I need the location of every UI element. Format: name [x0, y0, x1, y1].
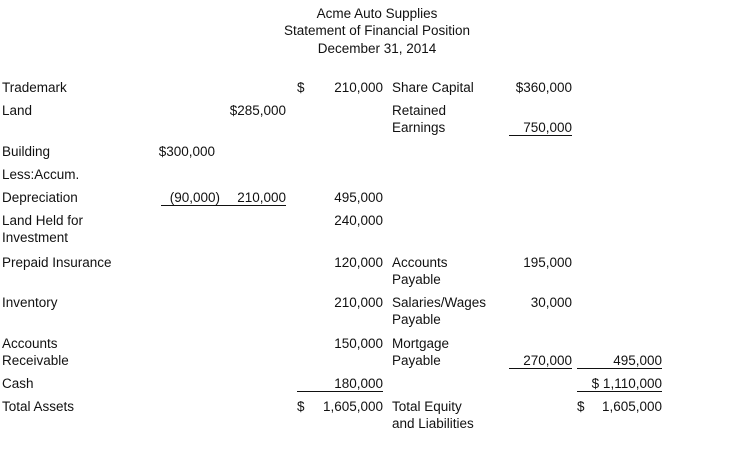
- mortgage-payable-underline: [509, 368, 572, 369]
- prepaid-insurance-label: Prepaid Insurance: [2, 255, 112, 270]
- accounts-payable-label-line2: Payable: [392, 272, 441, 287]
- mortgage-payable-label-line2: Payable: [392, 353, 441, 368]
- less-accum-label: Less:Accum.: [2, 167, 80, 182]
- inventory-amount: 210,000: [334, 295, 383, 310]
- salaries-payable-label-line1: Salaries/Wages: [392, 295, 487, 310]
- prepaid-insurance-amount: 120,000: [334, 255, 383, 270]
- trademark-label: Trademark: [2, 80, 67, 95]
- share-capital-label: Share Capital: [392, 80, 474, 95]
- mortgage-payable-amount: 270,000: [523, 353, 572, 368]
- total-column-underline: [577, 391, 662, 392]
- cash-label: Cash: [2, 376, 34, 391]
- inventory-label: Inventory: [2, 295, 58, 310]
- accounts-receivable-amount: 150,000: [334, 336, 383, 351]
- cash-underline: [297, 391, 383, 392]
- total-equity-liabilities-label-line2: and Liabilities: [392, 416, 474, 431]
- accumulated-depreciation-amount: (90,000): [169, 190, 220, 205]
- accounts-payable-amount: 195,000: [523, 255, 572, 270]
- land-amount: $285,000: [229, 103, 286, 118]
- building-label: Building: [2, 144, 51, 159]
- statement-title: Statement of Financial Position: [283, 23, 471, 38]
- depreciation-label: Depreciation: [2, 190, 78, 205]
- depreciation-underline: [161, 205, 286, 206]
- statement-date: December 31, 2014: [317, 41, 437, 56]
- property-subtotal-amount: 495,000: [334, 190, 383, 205]
- building-net-amount: 210,000: [237, 190, 286, 205]
- total-assets-label: Total Assets: [2, 399, 75, 414]
- total-equity-liabilities-label-line1: Total Equity: [392, 399, 462, 414]
- accounts-receivable-label-line1: Accounts: [2, 336, 58, 351]
- salaries-payable-amount: 30,000: [530, 295, 572, 310]
- retained-earnings-label-line2: Earnings: [392, 120, 446, 135]
- company-name: Acme Auto Supplies: [316, 6, 438, 21]
- land-held-label-line1: Land Held for: [2, 213, 84, 228]
- share-capital-amount: $360,000: [515, 80, 572, 95]
- cash-amount: 180,000: [334, 376, 383, 391]
- trademark-amount: 210,000: [334, 80, 383, 95]
- mortgage-payable-label-line1: Mortgage: [392, 336, 450, 351]
- trademark-dollar-sign: $: [297, 80, 305, 95]
- retained-earnings-amount: 750,000: [523, 120, 572, 135]
- liabilities-subtotal-underline: [577, 368, 662, 369]
- retained-earnings-label-line1: Retained: [392, 103, 447, 118]
- total-equity-liabilities-column-amount: $ 1,110,000: [591, 376, 662, 391]
- land-held-label-line2: Investment: [2, 230, 69, 245]
- accounts-payable-label-line1: Accounts: [392, 255, 448, 270]
- liabilities-subtotal-amount: 495,000: [613, 353, 662, 368]
- total-equity-liabilities-amount: 1,605,000: [601, 399, 662, 414]
- total-equity-liabilities-dollar-sign: $: [577, 399, 585, 414]
- total-assets-dollar-sign: $: [297, 399, 305, 414]
- accounts-receivable-label-line2: Receivable: [2, 353, 69, 368]
- land-held-amount: 240,000: [334, 213, 383, 228]
- retained-earnings-underline: [509, 135, 572, 136]
- salaries-payable-label-line2: Payable: [392, 312, 441, 327]
- building-amount: $300,000: [158, 144, 215, 159]
- land-label: Land: [2, 103, 33, 118]
- total-assets-amount: 1,605,000: [322, 399, 383, 414]
